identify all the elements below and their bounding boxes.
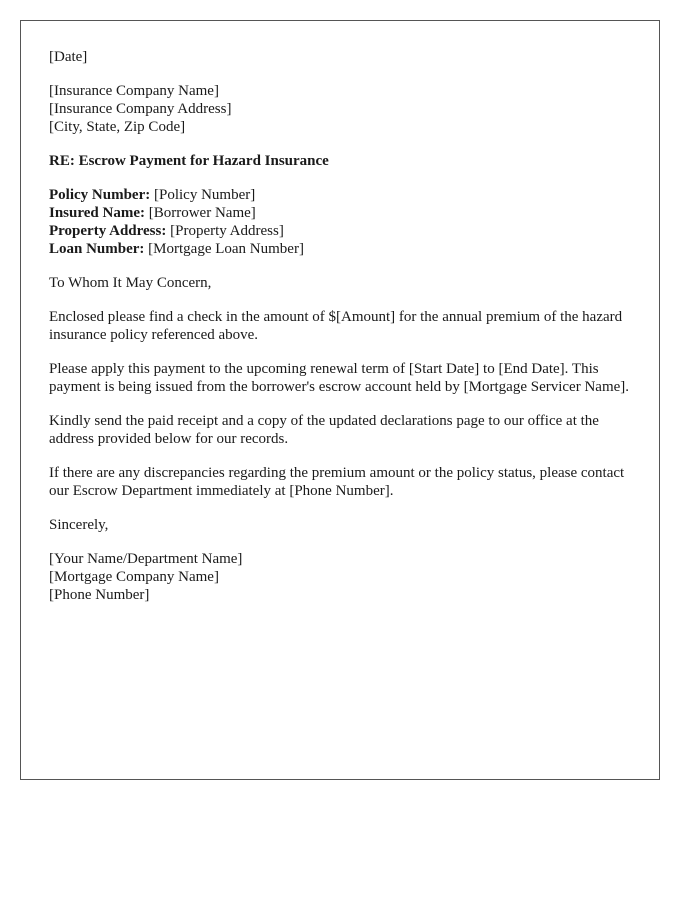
body-paragraph-enclosed: Enclosed please find a check in the amount of $[Amount] for the annual premium of the hazard insurance policy referenced above. — [49, 309, 623, 343]
recipient-city-state-zip: [City, State, Zip Code] — [49, 119, 186, 135]
detail-value: [Borrower Name] — [144, 205, 256, 221]
detail-policy-number — [49, 186, 631, 204]
recipient-company-address: [Insurance Company Address] — [49, 101, 232, 117]
policy-details — [49, 186, 631, 258]
detail-insured-name — [49, 204, 631, 222]
signature-company: [Mortgage Company Name] — [49, 569, 219, 585]
body-paragraph-send-receipt: Kindly send the paid receipt and a copy of the updated declarations page to our office at the address provided below for our records. — [49, 413, 599, 447]
signature-phone: [Phone Number] — [49, 587, 150, 603]
detail-value: [Mortgage Loan Number] — [144, 241, 304, 257]
detail-label: Policy Number: — [49, 187, 151, 203]
detail-label: Property Address: — [49, 223, 167, 239]
salutation: To Whom It May Concern, — [49, 275, 212, 291]
signature-name: [Your Name/Department Name] — [49, 551, 243, 567]
body-paragraph-discrepancies: If there are any discrepancies regarding the premium amount or the policy status, please contact our Escrow Department immediately at [Phone Number]. — [49, 465, 625, 499]
letter-date — [49, 48, 631, 66]
signature-block — [49, 550, 631, 604]
detail-label: Loan Number: — [49, 241, 145, 257]
recipient-address — [49, 82, 631, 136]
detail-property-address — [49, 222, 631, 240]
letter-page — [20, 20, 660, 780]
detail-label: Insured Name: — [49, 205, 145, 221]
subject-line: RE: Escrow Payment for Hazard Insurance — [49, 153, 329, 169]
body-paragraph-apply-payment: Please apply this payment to the upcoming renewal term of [Start Date] to [End Date]. This payment is being issued from the borrower's escrow account held by [Mortgage Servicer Name]. — [49, 361, 630, 395]
detail-loan-number — [49, 240, 631, 258]
detail-value: [Policy Number] — [150, 187, 256, 203]
recipient-company-name: [Insurance Company Name] — [49, 83, 219, 99]
date-text: [Date] — [49, 49, 88, 65]
detail-value: [Property Address] — [166, 223, 284, 239]
closing: Sincerely, — [49, 517, 109, 533]
